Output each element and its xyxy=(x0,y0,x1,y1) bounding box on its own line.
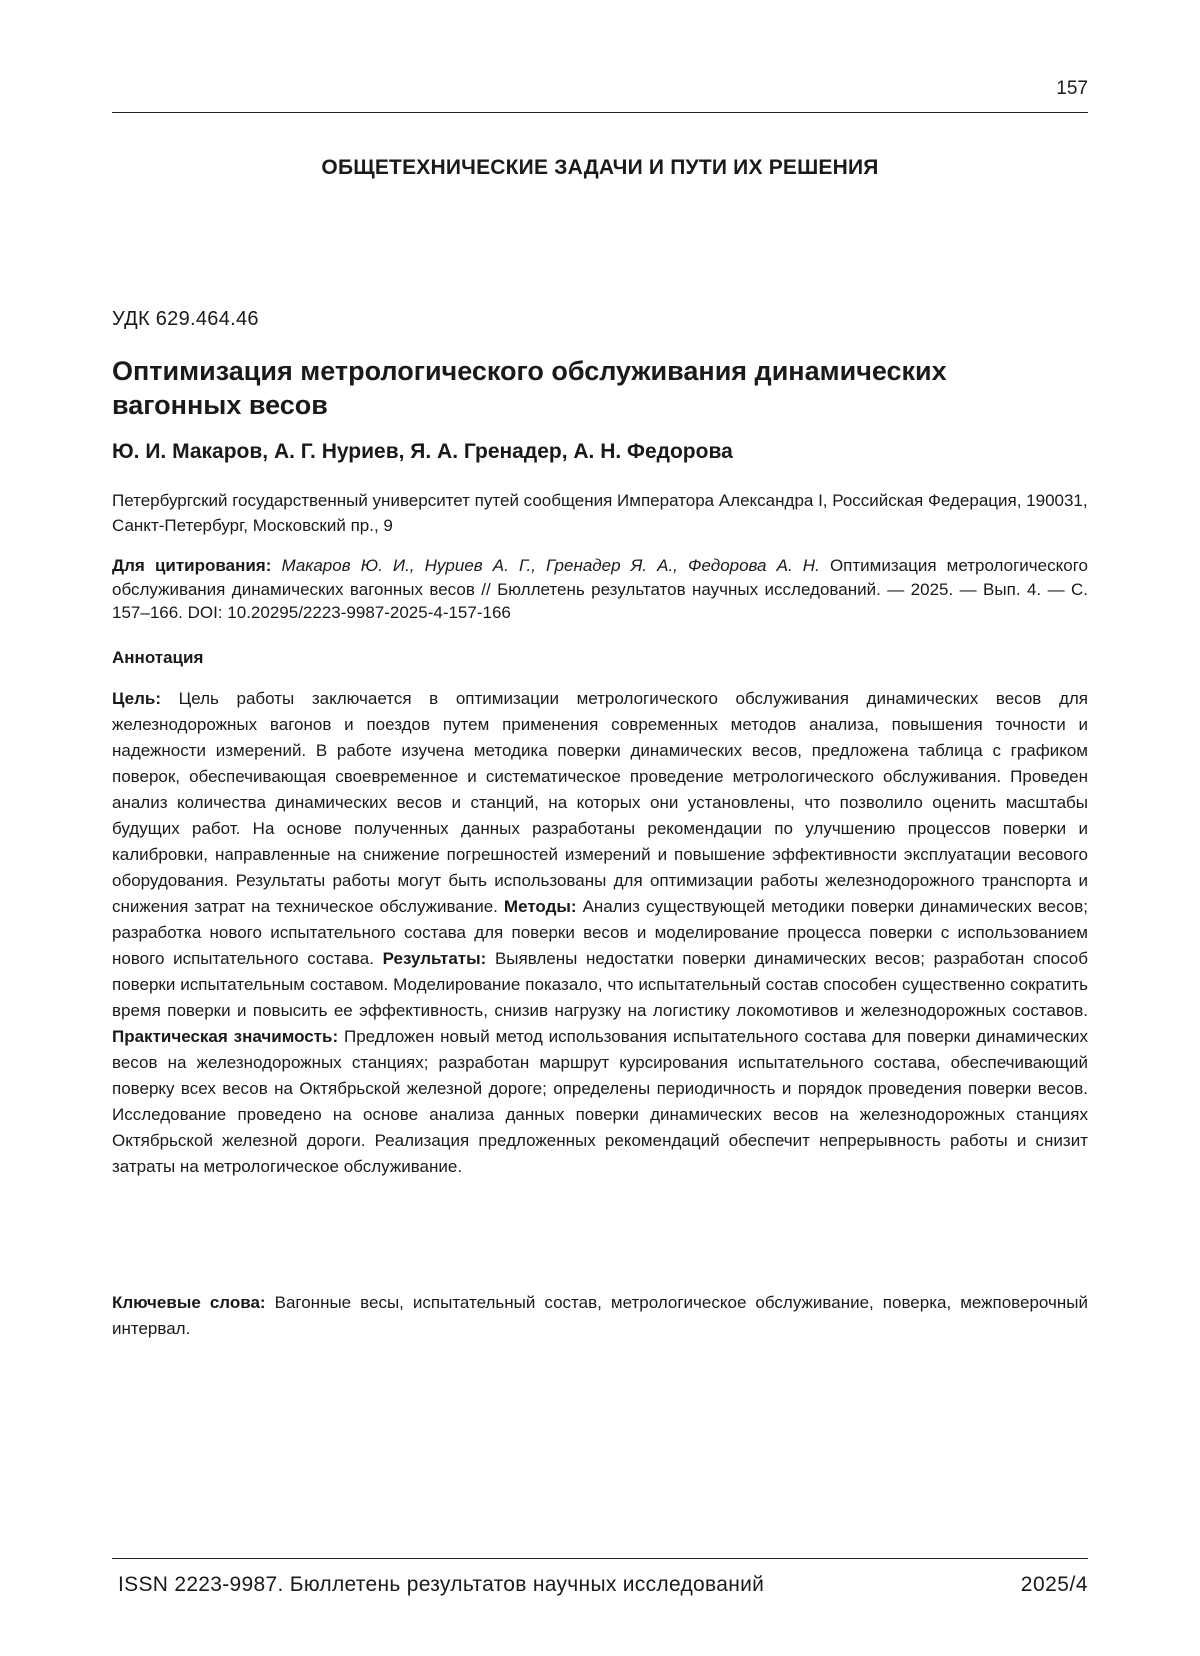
affiliation: Петербургский государственный университет путей сообщения Императора Александра I, Российская Федерация, 190031, Санкт-Петербург, Московский пр., 9 xyxy=(112,491,1088,535)
methods-label: Методы: xyxy=(503,897,577,916)
practical-text: Предложен новый метод использования испытательного состава для поверки динамических весов на железнодорожных станциях; разработан маршрут курсирования испытательного состава, обеспечивающий поверку всех весов на Октябрьской железной дороге; определены периодичность и порядок проведения поверки весов. Исследование проведено на основе анализа данных поверки динамических весов на железнодорожных станциях Октябрьской железной дороги. Реализация предложенных рекомендаций обеспечит непрерывность работы и снизит затраты на метрологическое обслуживание. xyxy=(112,1027,1088,1176)
footer-issue: 2025/4 xyxy=(1020,1573,1088,1596)
keywords xyxy=(112,1290,1088,1342)
header-divider xyxy=(112,112,1088,113)
section-title: ОБЩЕТЕХНИЧЕСКИЕ ЗАДАЧИ И ПУТИ ИХ РЕШЕНИЯ xyxy=(321,156,879,179)
results-text: Выявлены недостатки поверки динамических весов; разработан способ поверки испытательным составом. Моделирование показало, что испытательный состав способен существенно сократить время поверки и повысить ее эффективность, снизив нагрузку на логистику локомотивов и железнодорожных составов. xyxy=(112,949,1088,1020)
citation-block xyxy=(112,554,1088,625)
keywords-text: Вагонные весы, испытательный состав, метрологическое обслуживание, поверка, межповерочный интервал. xyxy=(112,1293,1088,1338)
citation-label: Для цитирования: xyxy=(112,556,272,575)
udk-code: УДК 629.464.46 xyxy=(112,308,259,330)
abstract-body xyxy=(112,686,1088,1180)
goal-text: Цель работы заключается в оптимизации метрологического обслуживания динамических весов для железнодорожных вагонов и поездов путем применения современных методов анализа, повышения точности и надежности измерений. В работе изучена методика поверки динамических весов, предложена таблица с графиком поверок, обеспечивающая своевременное и систематическое проведение метрологического обслуживания. Проведен анализ количества динамических весов и станций, на которых они установлены, что позволило оценить масштабы будущих работ. На основе полученных данных разработаны рекомендации по улучшению процессов поверки и калибровки, направленные на снижение погрешностей измерений и повышение эффективности эксплуатации весового оборудования. Результаты работы могут быть использованы для оптимизации работы железнодорожного транспорта и снижения затрат на техническое обслуживание. xyxy=(112,689,1088,916)
results-label: Результаты: xyxy=(382,949,487,968)
practical-label: Практическая значимость: xyxy=(112,1027,339,1046)
footer-journal: ISSN 2223-9987. Бюллетень результатов научных исследований xyxy=(118,1573,765,1596)
page-number: 157 xyxy=(1056,78,1088,99)
article-title: Оптимизация метрологического обслуживания динамических вагонных весов xyxy=(112,356,947,420)
goal-label: Цель: xyxy=(112,689,161,708)
authors: Ю. И. Макаров, А. Г. Нуриев, Я. А. Гренадер, А. Н. Федорова xyxy=(112,440,733,463)
citation-text: Оптимизация метрологического обслуживания динамических вагонных весов // Бюллетень результатов научных исследований. — 2025. — Вып. 4. — С. 157–166. DOI: 10.20295/2223-9987-2025-4-157-166 xyxy=(112,556,1088,622)
methods-text: Анализ существующей методики поверки динамических весов; разработка нового испытательного состава для поверки весов и моделирование процесса поверки с использованием нового испытательного состава. xyxy=(112,897,1089,968)
keywords-label: Ключевые слова: xyxy=(112,1293,266,1312)
abstract-heading: Аннотация xyxy=(112,648,204,667)
footer-divider xyxy=(112,1558,1088,1559)
citation-authors: Макаров Ю. И., Нуриев А. Г., Гренадер Я. А., Федорова А. Н. xyxy=(281,556,820,575)
